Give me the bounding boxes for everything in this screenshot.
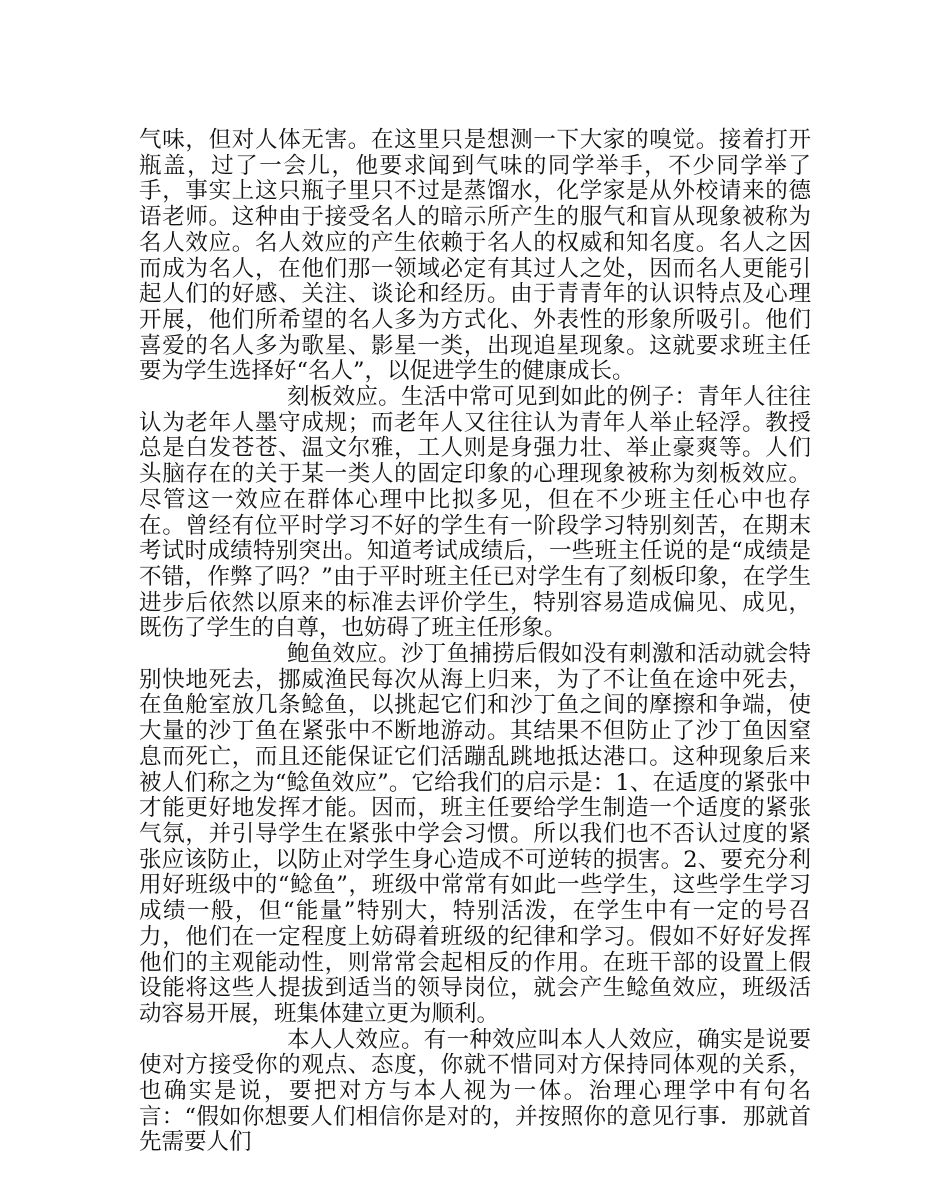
paragraph-stereotype-effect: 刻板效应。生活中常可见到如此的例子：青年人往往认为老年人墨守成规；而老年人又往往认为青年人举止轻浮。教授总是白发苍苍、温文尔雅，工人则是身强力壮、举止豪爽等。人们头脑存在的关于某一类人的固定印象的心理现象被称为刻板效应。尽管这一效应在群体心理中比拟多见，但在不少班主任心中也存在。曾经有位平时学习不好的学生有一阶段学习特别刻苦，在期末考试时成绩特别突出。知道考试成绩后，一些班主任说的是“成绩是不错，作弊了吗？”由于平时班主任已对学生有了刻板印象，在学生进步后依然以原来的标准去评价学生，特别容易造成偏见、成见，既伤了学生的自尊，也妨碍了班主任形象。 (139, 384, 811, 642)
paragraph-catfish-effect: 鲍鱼效应。沙丁鱼捕捞后假如没有刺激和活动就会特别快地死去，挪威渔民每次从海上归来，为了不让鱼在途中死去，在鱼舱室放几条鲶鱼，以挑起它们和沙丁鱼之间的摩擦和争端，使大量的沙丁鱼在紧张中不断地游动。其结果不但防止了沙丁鱼因窒息而死亡，而且还能保证它们活蹦乱跳地抵达港口。这种现象后来被人们称之为“鲶鱼效应”。它给我们的启示是：1、在适度的紧张中才能更好地发挥才能。因而，班主任要给学生制造一个适度的紧张气氛，并引导学生在紧张中学会习惯。所以我们也不否认过度的紧张应该防止，以防止对学生身心造成不可逆转的损害。2、要充分利用好班级中的“鲶鱼”，班级中常常有如此一些学生，这些学生学习成绩一般，但“能量”特别大，特别活泼，在学生中有一定的号召力，他们在一定程度上妨碍着班级的纪律和学习。假如不好好发挥他们的主观能动性，则常常会起相反的作用。在班干部的设置上假设能将这些人提拔到适当的领导岗位，就会产生鲶鱼效应，班级活动容易开展，班集体建立更为顺利。 (139, 641, 811, 1027)
paragraph-celebrity-effect: 气味，但对人体无害。在这里只是想测一下大家的嗅觉。接着打开瓶盖，过了一会儿，他要求闻到气味的同学举手，不少同学举了手，事实上这只瓶子里只不过是蒸馏水，化学家是从外校请来的德语老师。这种由于接受名人的暗示所产生的服气和盲从现象被称为名人效应。名人效应的产生依赖于名人的权威和知名度。名人之因而成为名人，在他们那一领域必定有其过人之处，因而名人更能引起人们的好感、关注、谈论和经历。由于青青年的认识特点及心理开展，他们所希望的名人多为方式化、外表性的形象所吸引。他们喜爱的名人多为歌星、影星一类，出现追星现象。这就要求班主任要为学生选择好“名人”，以促进学生的健康成长。 (139, 127, 811, 385)
document-page (139, 128, 811, 1156)
paragraph-ingroup-effect: 本人人效应。有一种效应叫本人人效应，确实是说要使对方接受你的观点、态度，你就不惜同对方保持同体观的关系，也确实是说，要把对方与本人视为一体。治理心理学中有句名言：“假如你想要人们相信你是对的，并按照你的意见行事．那就首先需要人们 (139, 1026, 811, 1156)
